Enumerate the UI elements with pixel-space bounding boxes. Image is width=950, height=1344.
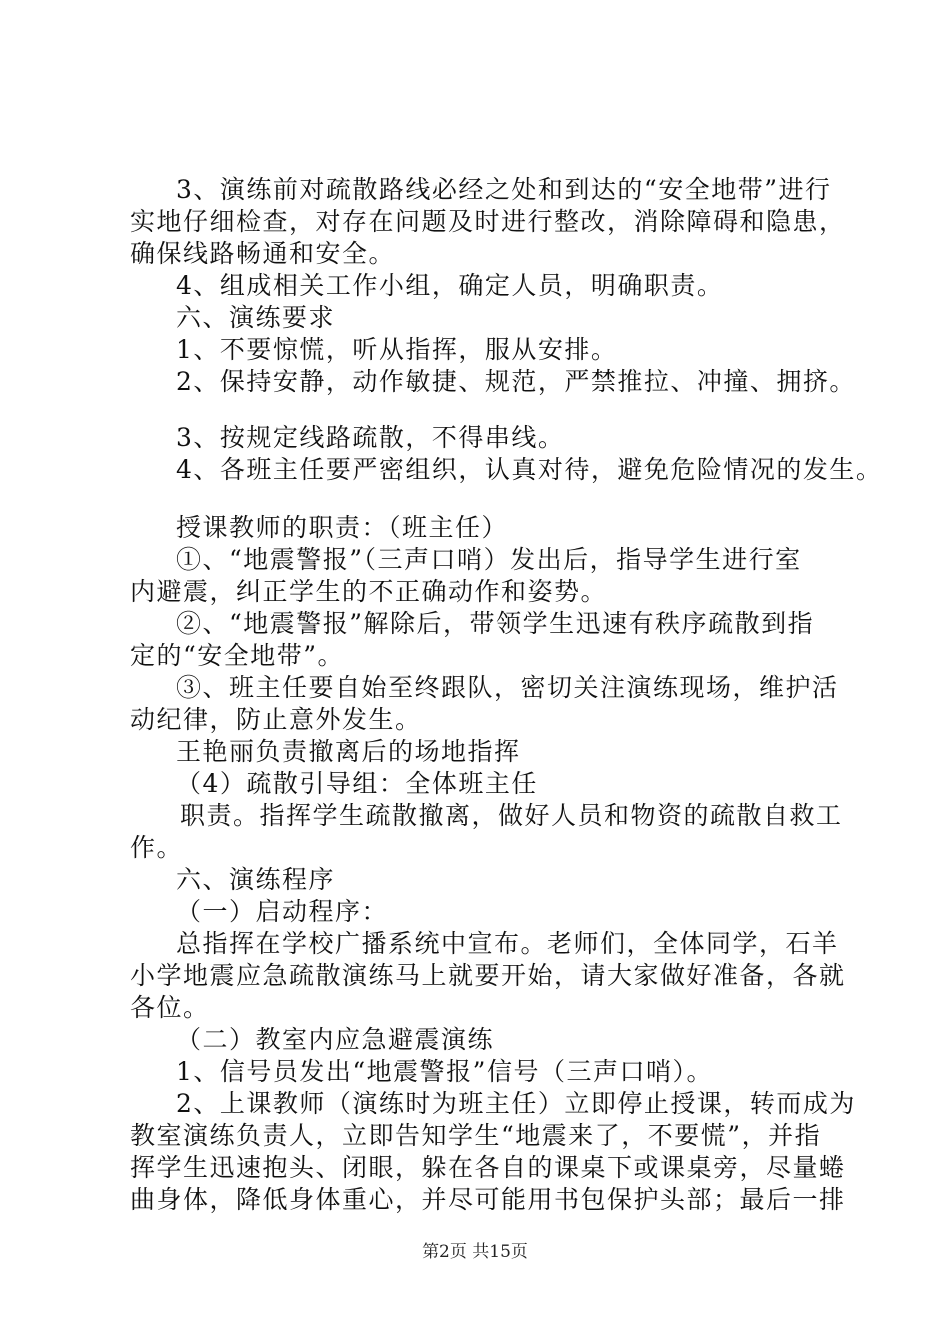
paragraph-line: 确保线路畅通和安全。: [130, 239, 396, 268]
paragraph-line: ②、“地震警报”解除后，带领学生迅速有秩序疏散到指: [176, 609, 815, 638]
paragraph-line: 2、上课教师（演练时为班主任）立即停止授课，转而成为: [176, 1089, 856, 1118]
paragraph-line: 4、各班主任要严密组织，认真对待，避免危险情况的发生。: [176, 455, 883, 484]
paragraph-line: 教室演练负责人，立即告知学生“地震来了，不要慌”，并指: [130, 1121, 822, 1150]
paragraph-line: （4）疏散引导组：全体班主任: [176, 769, 538, 798]
paragraph-line: ①、“地震警报”（三声口哨）发出后，指导学生进行室: [176, 545, 802, 574]
paragraph-line: 实地仔细检查，对存在问题及时进行整改，消除障碍和隐患，: [130, 207, 846, 236]
paragraph-line: 内避震，纠正学生的不正确动作和姿势。: [130, 577, 608, 606]
paragraph-line: 各位。: [130, 993, 210, 1022]
paragraph-line: 1、不要惊慌，听从指挥，服从安排。: [176, 335, 618, 364]
paragraph-line: 王艳丽负责撤离后的场地指挥: [176, 737, 521, 766]
paragraph-line: 曲身体，降低身体重心，并尽可能用书包保护头部；最后一排: [130, 1185, 846, 1214]
section-heading: 六、演练程序: [176, 865, 336, 894]
paragraph-line: 2、保持安静，动作敏捷、规范，严禁推拉、冲撞、拥挤。: [176, 367, 856, 396]
paragraph-line: 总指挥在学校广播系统中宣布。老师们，全体同学，石羊: [176, 929, 839, 958]
paragraph-line: 小学地震应急疏散演练马上就要开始，请大家做好准备，各就: [130, 961, 846, 990]
paragraph-line: 动纪律，防止意外发生。: [130, 705, 422, 734]
paragraph-line: 挥学生迅速抱头、闭眼，躲在各自的课桌下或课桌旁，尽量蜷: [130, 1153, 846, 1182]
paragraph-line: 定的“安全地带”。: [130, 641, 345, 670]
paragraph-line: 3、演练前对疏散路线必经之处和到达的“安全地带”进行: [176, 175, 832, 204]
subsection-heading: 授课教师的职责：（班主任）: [176, 513, 509, 542]
paragraph-line: 3、按规定线路疏散，不得串线。: [176, 423, 565, 452]
paragraph-line: 1、信号员发出“地震警报”信号（三声口哨）。: [176, 1057, 713, 1086]
section-heading: 六、演练要求: [176, 303, 336, 332]
paragraph-line: ③、班主任要自始至终跟队，密切关注演练现场，维护活: [176, 673, 839, 702]
paragraph-line: 作。: [130, 833, 184, 862]
page-number-footer: 第2页 共15页: [422, 1242, 528, 1262]
subsection-heading: （一）启动程序：: [176, 897, 389, 926]
paragraph-line: 4、组成相关工作小组，确定人员，明确职责。: [176, 271, 724, 300]
subsection-heading: （二）教室内应急避震演练: [176, 1025, 495, 1054]
paragraph-line: 职责。指挥学生疏散撤离，做好人员和物资的疏散自救工: [180, 801, 843, 830]
